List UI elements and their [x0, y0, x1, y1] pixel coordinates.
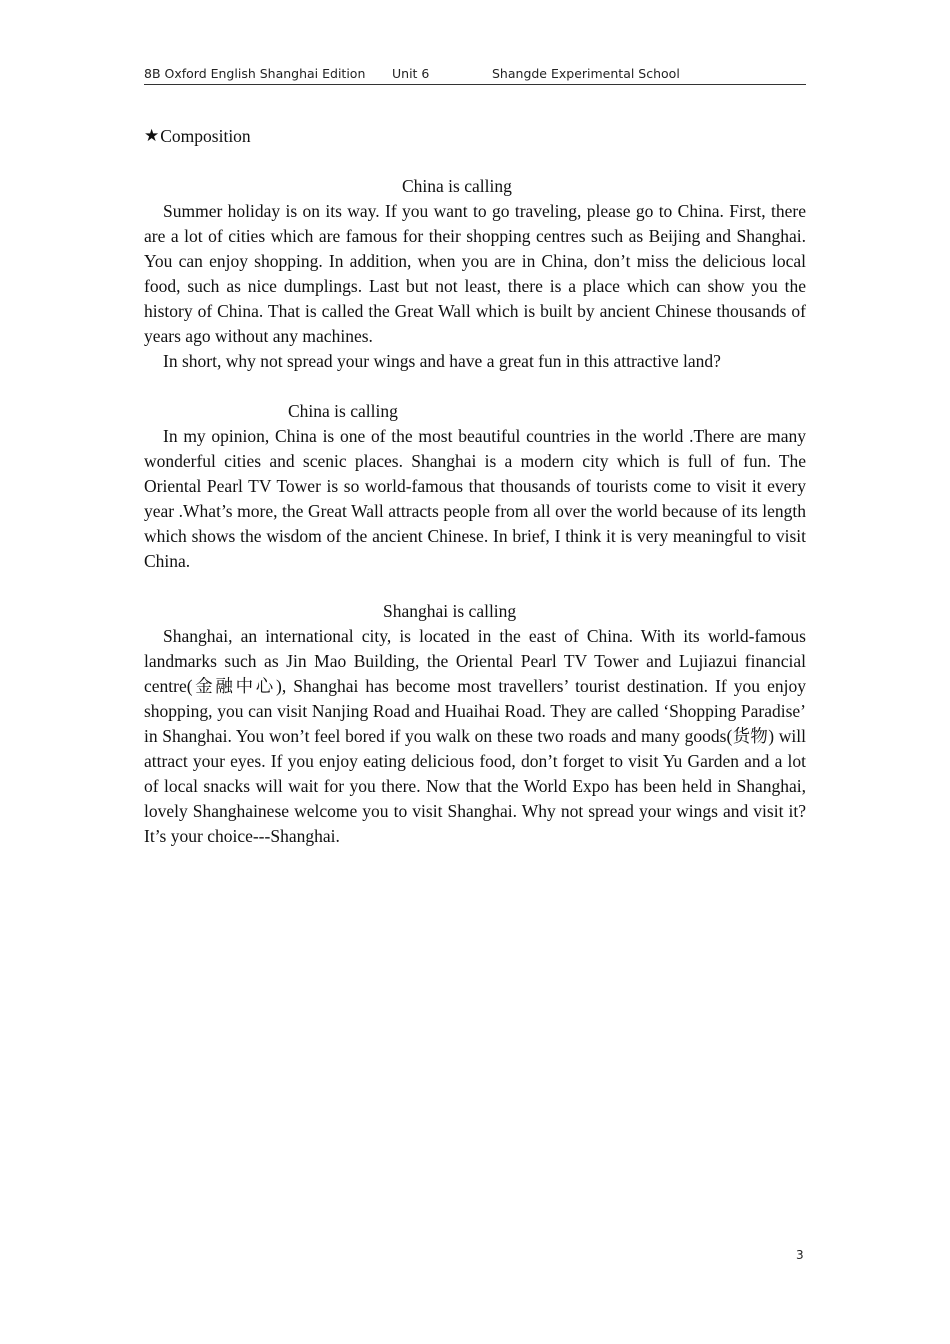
page-header	[144, 64, 806, 85]
blank-line	[144, 374, 806, 399]
essay-title: Shanghai is calling	[383, 601, 517, 621]
header-unit: Unit 6	[392, 66, 430, 81]
section-label: Composition	[160, 126, 251, 146]
essay-2	[144, 399, 806, 574]
essay-3	[144, 599, 806, 849]
essay-1	[144, 174, 806, 374]
blank-line	[144, 574, 806, 599]
document-body	[144, 124, 806, 849]
section-heading	[144, 124, 806, 149]
star-icon: ★	[144, 126, 160, 146]
essay-paragraph: Summer holiday is on its way. If you want to go traveling, please go to China. First, there are a lot of cities which are famous for their shopping centres such as Beijing and Shanghai. You can enjoy shopping. In addition, when you are in China, don’t miss the delicious local food, such as nice dumplings. Last but not least, there is a place which can show you the history of China. That is called the Great Wall which is built by ancient Chinese thousands of years ago without any machines.	[144, 201, 806, 346]
page-number: 3	[796, 1248, 804, 1262]
header-edition: 8B Oxford English Shanghai Edition	[144, 66, 366, 81]
essay-title: China is calling	[288, 401, 398, 421]
essay-paragraph: In my opinion, China is one of the most beautiful countries in the world .There are many wonderful cities and scenic places. Shanghai is a modern city which is full of fun. The Oriental Pearl TV Tower is so world-famous that thousands of tourists come to visit it every year .What’s more, the Great Wall attracts people from all over the world because of its length which shows the wisdom of the ancient Chinese. In brief, I think it is very meaningful to visit China.	[144, 426, 806, 571]
essay-paragraph: Shanghai, an international city, is located in the east of China. With its world-famous landmarks such as Jin Mao Building, the Oriental Pearl TV Tower and Lujiazui financial centre(金融中心), Shanghai has become most travellers’ tourist destination. If you enjoy shopping, you can visit Nanjing Road and Huaihai Road. They are called ‘Shopping Paradise’ in Shanghai. You won’t feel bored if you walk on these two roads and many goods(货物) will attract your eyes. If you enjoy eating delicious food, don’t forget to visit Yu Garden and a lot of local snacks will wait for you there. Now that the World Expo has been held in Shanghai, lovely Shanghainese welcome you to visit Shanghai. Why not spread your wings and visit it? It’s your choice---Shanghai.	[144, 626, 806, 846]
essay-title: China is calling	[402, 176, 512, 196]
essay-paragraph: In short, why not spread your wings and have a great fun in this attractive land?	[163, 351, 721, 371]
header-school: Shangde Experimental School	[492, 66, 680, 81]
